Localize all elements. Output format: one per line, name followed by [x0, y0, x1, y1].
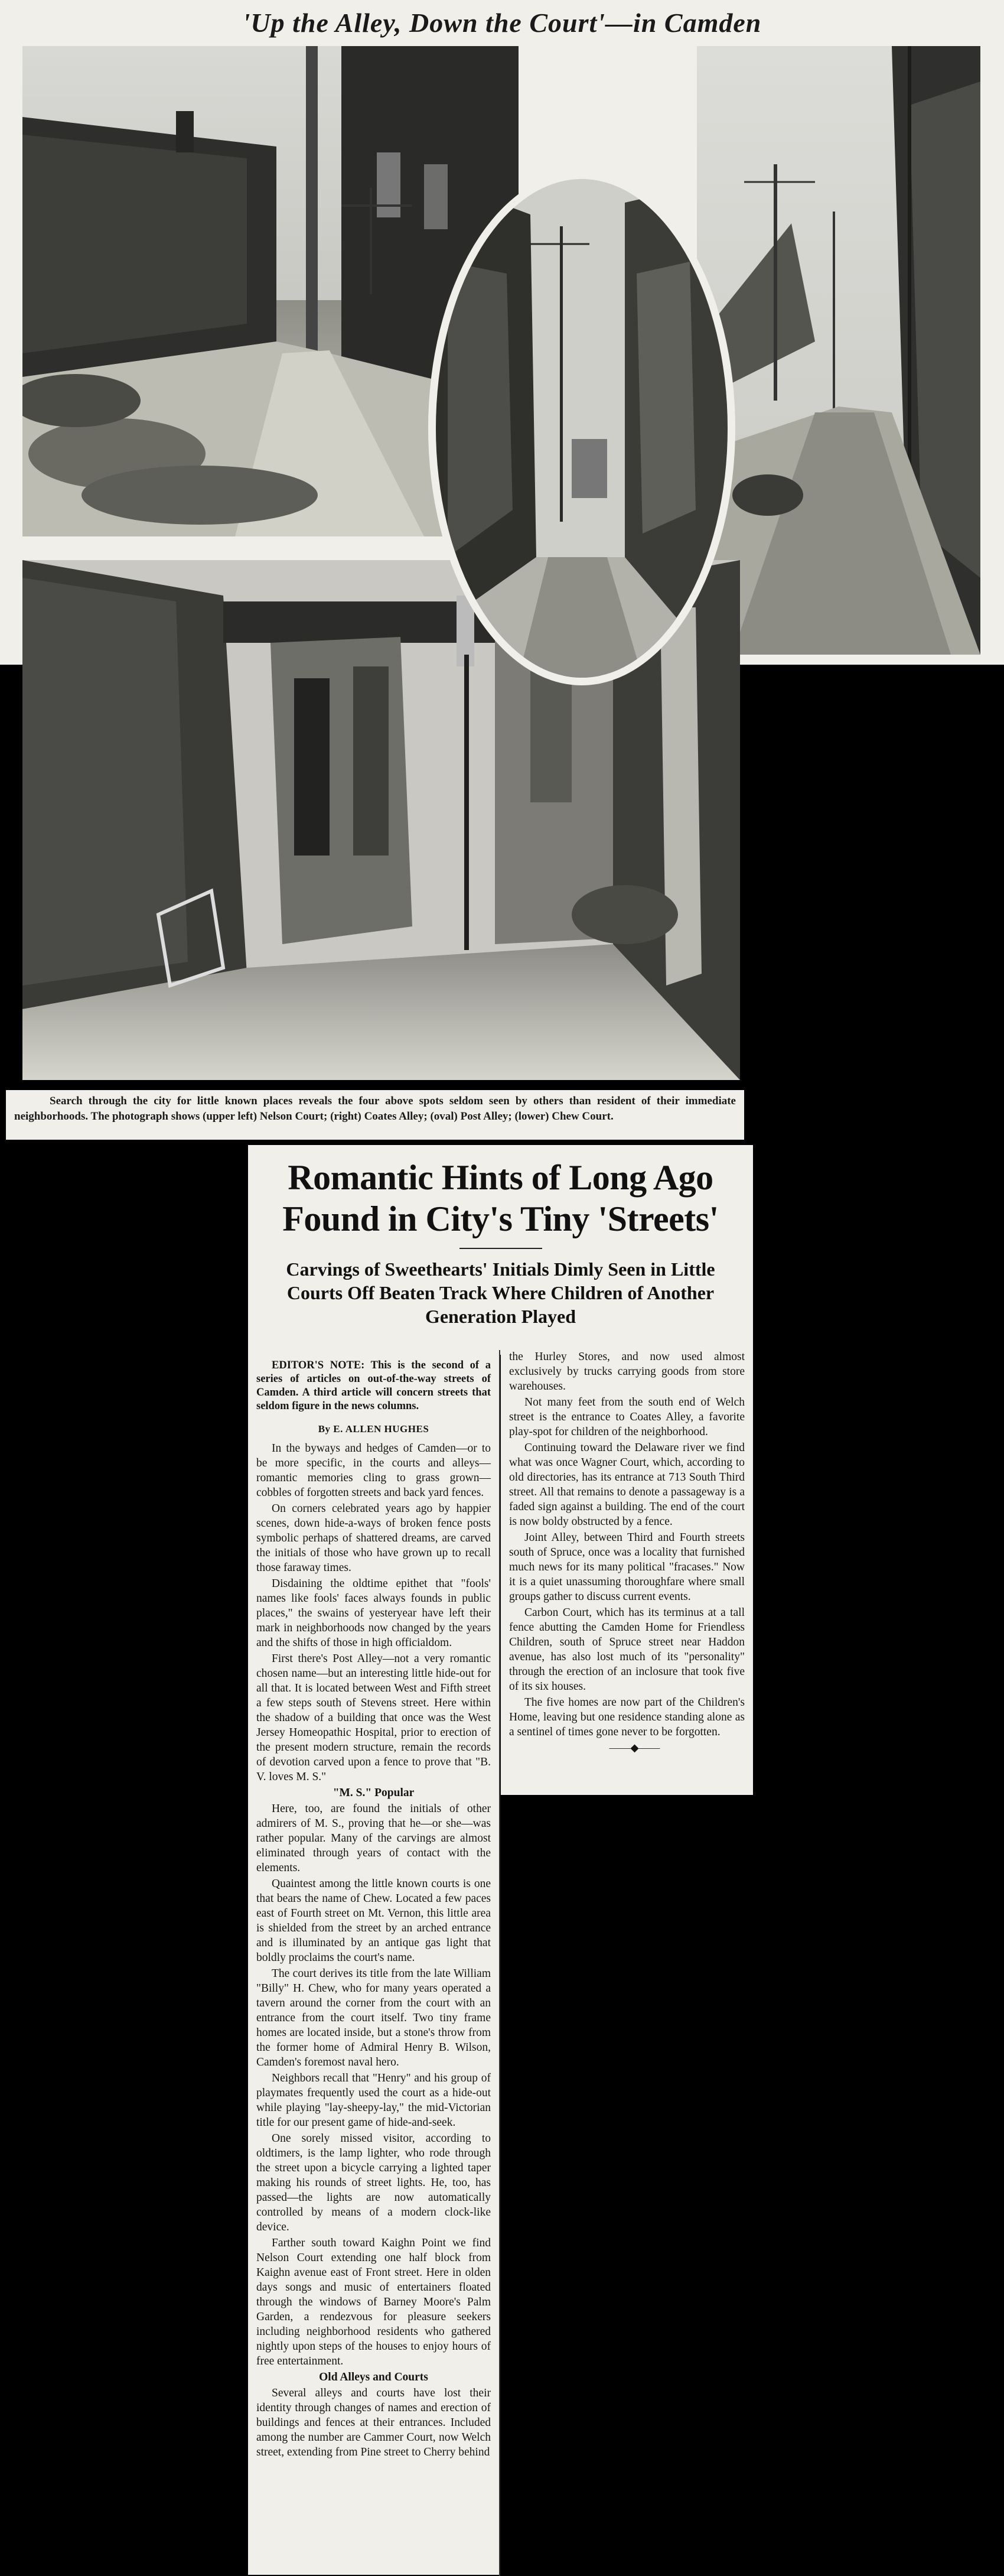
caption-text: Search through the city for little known places reveals the four above spots seldom seen by others than resident of their immediate neighborhoods. The photograph shows (upper left) Nelson Court; (right) Coates Alley; (oval) Post Alley; (lower) Chew Court. — [14, 1095, 736, 1123]
paragraph: Several alleys and courts have lost their identity through changes of names and erection of buildings and fences at their entrances. Included among the number are Cammer Court, now Welch street, extending from Pine street to Cherry behind — [256, 2387, 491, 2458]
paragraph: the Hurley Stores, and now used almost exclusively by trucks carrying goods from store warehouses. — [509, 1351, 745, 1393]
paragraph: The court derives its title from the late William "Billy" H. Chew, who for many years operated a tavern around the corner from the court with an entrance from the court itself. Two tiny frame homes are located inside, but a stone's throw from the former home of Admiral Henry B. Wilson, Camden's foremost naval hero. — [256, 1967, 491, 2068]
paragraph: Quaintest among the little known courts is one that bears the name of Chew. Located a few paces east of Fourth street on Mt. Vernon, this little area is shielded from the street by an arched entrance and is illuminated by an antique gas light that boldly proclaims the court's name. — [256, 1878, 491, 1964]
paragraph: Carbon Court, which has its terminus at a tall fence abutting the Camden Home for Friendless Children, south of Spruce street near Haddon avenue, has also lost much of its "personality" through the erection of an inclosure that took five of its six houses. — [509, 1606, 745, 1693]
paragraph: Continuing toward the Delaware river we find what was once Wagner Court, which, according to old directories, has its entrance at 713 South Third street. All that remains to denote a passageway is a faded sign against a building. The end of the court is now boldy obstructed by a fence. — [509, 1442, 745, 1528]
paragraph: Farther south toward Kaighn Point we find Nelson Court extending one half block from Kaighn avenue east of Front street. Here in olden days songs and music of entertainers floated through the windows of Barney Moore's Palm Garden, a rendezvous for pleasure seekers including neighborhood residents who gathered nightly upon steps of the houses to enjoy hours of free entertainment. — [256, 2237, 491, 2367]
paragraph: Not many feet from the south end of Welch street is the entrance to Coates Alley, a favorite play-spot for children of the neighborhood. — [509, 1396, 745, 1438]
paragraph: Disdaining the oldtime epithet that "fools' names like fools' faces always founds in public places," the swains of yesteryear have left their mark in neighborhoods now changed by the years and the shifts of those in high officialdom. — [256, 1578, 491, 1649]
photo-post-alley — [436, 179, 728, 678]
paragraph: First there's Post Alley—not a very romantic chosen name—but an interesting little hide-out for all that. It is located between West and Fifth street a few steps south of Stevens street. Here within the shadow of a building that once was the West Jersey Homeopathic Hospital, prior to erection of the present modern structure, remain the records of devotion carved upon a fence to prove that "B. V. loves M. S." — [256, 1653, 491, 1783]
paragraph: Joint Alley, between Third and Fourth streets south of Spruce, once was a locality that furnished much news for its many political "fracases." Now it is a quiet unassuming thoroughfare where small groups gather to discuss current events. — [509, 1531, 745, 1603]
paragraph: Neighbors recall that "Henry" and his group of playmates frequently used the court as a hide-out while playing "lay-sheepy-lay," the mid-Victorian title for our present game of hide-and-seek. — [256, 2072, 491, 2129]
column-divider — [499, 1350, 500, 2576]
paragraph: Here, too, are found the initials of other admirers of M. S., proving that he—or she—was rather popular. Many of the carvings are almost eliminated through years of contact with the elements. — [256, 1803, 491, 1874]
article-column-2 — [501, 1346, 753, 1795]
end-mark: ——◆—— — [609, 1742, 660, 1754]
article-deck: Carvings of Sweethearts' Initials Dimly Seen in Little Courts Off Beaten Track Where Children of Another Generation Played — [286, 1258, 715, 1327]
article-header — [248, 1145, 753, 1355]
article-column-1 — [248, 1353, 499, 2575]
headline-rule — [459, 1248, 542, 1249]
paragraph: One sorely missed visitor, according to oldtimers, is the lamp lighter, who rode through the street upon a bicycle carrying a lighted taper making his rounds of street lights. He, too, has passed—the lights are now automatically controlled by means of a modern clock-like device. — [256, 2132, 491, 2233]
paragraph: On corners celebrated years ago by happier scenes, down hide-a-ways of broken fence posts symbolic perhaps of shattered dreams, are carved the initials of those who have grown up to recall those faraway times. — [256, 1502, 491, 1574]
subhead-old-alleys: Old Alleys and Courts — [319, 2371, 428, 2383]
paragraph: In the byways and hedges of Camden—or to be more specific, in the courts and alleys—romantic memories cling to grass grown— cobbles of forgotten streets and back yard fences. — [256, 1442, 491, 1499]
banner-title: 'Up the Alley, Down the Court'—in Camden — [0, 0, 1004, 46]
editors-note: EDITOR'S NOTE: This is the second of a series of articles on out-of-the-way streets of Camden. A third article will concern streets that seldom figure in the news columns. — [256, 1359, 491, 1412]
article-headline: Romantic Hints of Long Ago Found in City's Tiny 'Streets' — [282, 1158, 719, 1238]
subhead-ms-popular: "M. S." Popular — [333, 1787, 415, 1799]
byline: By E. ALLEN HUGHES — [318, 1423, 429, 1435]
photo-caption — [6, 1090, 744, 1140]
paragraph: The five homes are now part of the Children's Home, leaving but one residence standing alone as a sentinel of times gone never to be forgotten. — [509, 1696, 745, 1738]
